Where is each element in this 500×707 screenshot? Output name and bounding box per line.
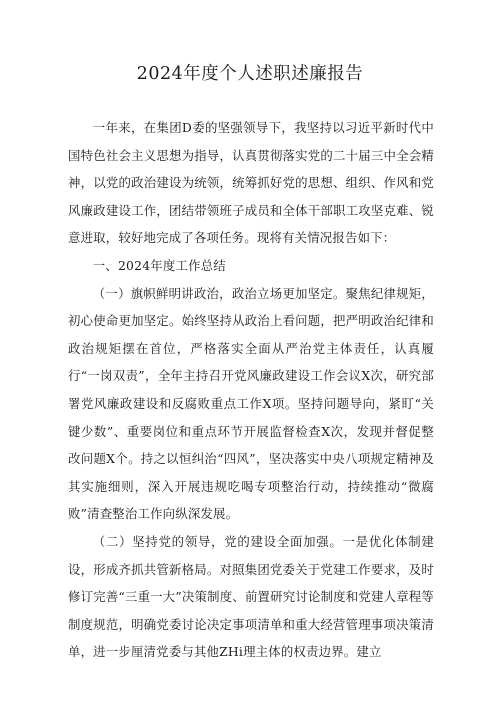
paragraph-political-stance: （一）旗帜鲜明讲政治，政治立场更加坚定。聚焦纪律规矩，初心使命更加坚定。始终坚持从政治上看问题，把严明政治纪律和政治规矩摆在首位，严格落实全面从严治党主体责任，认真履行“一岗双责”，全年主持召开党风廉政建设工作会议X次，研究部署党风廉政建设和反腐败重点工作X项。坚持问题导向，紧盯“关键少数”、重要岗位和重点环节开展监督检查X次，发现并督促整改问题X个。持之以恒纠治“四风”，坚决落实中央八项规定精神及其实施细则，深入开展违规吃喝专项整治行动，持续推动“微腐败”清查整治工作向纵深发展。	[68, 285, 434, 522]
document-body	[68, 114, 434, 666]
section-heading-annual-summary: 一、2024年度工作总结	[92, 257, 226, 273]
paragraph-party-leadership: （二）坚持党的领导，党的建设全面加强。一是优化体制建设，形成齐抓共管新格局。对照集团党委关于党建工作要求，及时修订完善“三重一大”决策制度、前置研究讨论制度和党建人章程等制度规范，明确党委讨论决定事项清单和重大经营管理事项决策清单，进一步厘清党委与其他ZHi理主体的权责边界。建立	[68, 533, 434, 660]
paragraph-intro: 一年来，在集团D委的坚强领导下，我坚持以习近平新时代中国特色社会主义思想为指导，认真贯彻落实党的二十届三中全会精神，以党的政治建设为统领，统筹抓好党的思想、组织、作风和党风廉政建设工作，团结带领班子成员和全体干部职工攻坚克难、锐意进取，较好地完成了各项任务。现将有关情况报告如下：	[68, 120, 434, 246]
document-title: 2024年度个人述职述廉报告	[136, 64, 364, 84]
